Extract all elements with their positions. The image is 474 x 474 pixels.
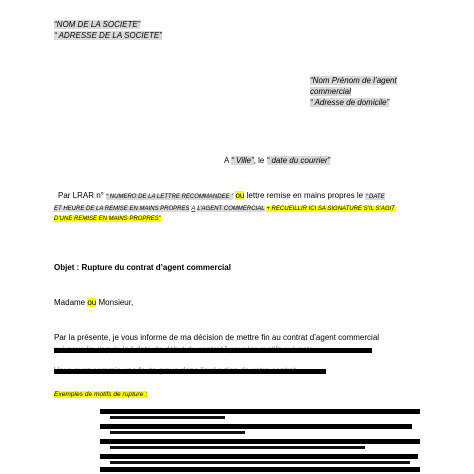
delivery-line-3 <box>54 214 161 224</box>
company-name-text: “NOM DE LA SOCIETE” <box>54 20 141 29</box>
recipient-address <box>310 98 389 108</box>
delivery-agent: L’AGENT COMMERCIAL <box>197 206 265 212</box>
examples-label-text: Exemples de motifs de rupture : <box>54 391 148 398</box>
delivery-hand: lettre remise en mains propres le <box>246 191 364 200</box>
redaction-bar <box>100 467 420 472</box>
delivery-close-quote: ” <box>158 216 161 222</box>
redaction-bar <box>110 416 225 419</box>
letter-date: “ date du courrier” <box>266 156 331 165</box>
subject-line: Objet : Rupture du contrat d’agent commercial <box>54 263 231 272</box>
delivery-date-open: “ DATE <box>365 194 385 200</box>
redaction-bar <box>110 461 410 464</box>
redaction-bar <box>110 431 245 434</box>
place-city: “ Ville” <box>231 156 254 165</box>
redaction-bar <box>100 409 420 414</box>
place-separator: , le <box>253 156 265 165</box>
recipient-name-line-1 <box>310 76 397 86</box>
redaction-bar <box>54 348 372 353</box>
redaction-bar <box>100 424 412 429</box>
delivery-signature-2: D’UNE REMISE EN MAINS PROPRES <box>54 216 159 222</box>
delivery-line-1 <box>58 191 385 202</box>
company-name <box>54 20 140 30</box>
redaction-bar <box>100 439 420 444</box>
recipient-name-line-2 <box>310 87 351 97</box>
delivery-line-2 <box>54 204 395 214</box>
salutation-monsieur: Monsieur, <box>98 298 134 307</box>
salutation-madame: Madame <box>54 298 86 307</box>
delivery-letter-number: “ NUMERO DE LA LETTRE RECOMMANDEE ” <box>106 194 234 200</box>
place-prefix: A <box>224 156 229 165</box>
body-paragraph-1: Par la présente, je vous informe de ma décision de mettre fin au contrat d’agent commercial <box>54 333 380 342</box>
delivery-date-time: ET HEURE DE LA REMISE EN MAINS PROPRES <box>54 206 190 212</box>
redaction-bar <box>54 369 326 374</box>
delivery-lrar: Par LRAR n° <box>58 191 104 200</box>
delivery-signature: + RECUEILLIR ICI SA SIGNATURE S’IL S’AGIT <box>266 206 395 212</box>
company-address <box>54 31 162 41</box>
place-date-line <box>224 156 330 166</box>
recipient-name-text-1: “Nom Prénom de l’agent <box>310 76 397 85</box>
redaction-bar <box>110 446 365 449</box>
delivery-ou: ou <box>235 191 245 200</box>
salutation <box>54 298 133 308</box>
redaction-bar <box>100 454 418 459</box>
delivery-a: A <box>191 206 196 212</box>
recipient-name-text-2: commercial <box>310 87 351 96</box>
salutation-ou: ou <box>87 298 97 307</box>
company-address-text: “ ADRESSE DE LA SOCIETE” <box>54 31 162 40</box>
recipient-address-text: “ Adresse de domicile” <box>310 98 390 107</box>
examples-label <box>54 390 147 399</box>
